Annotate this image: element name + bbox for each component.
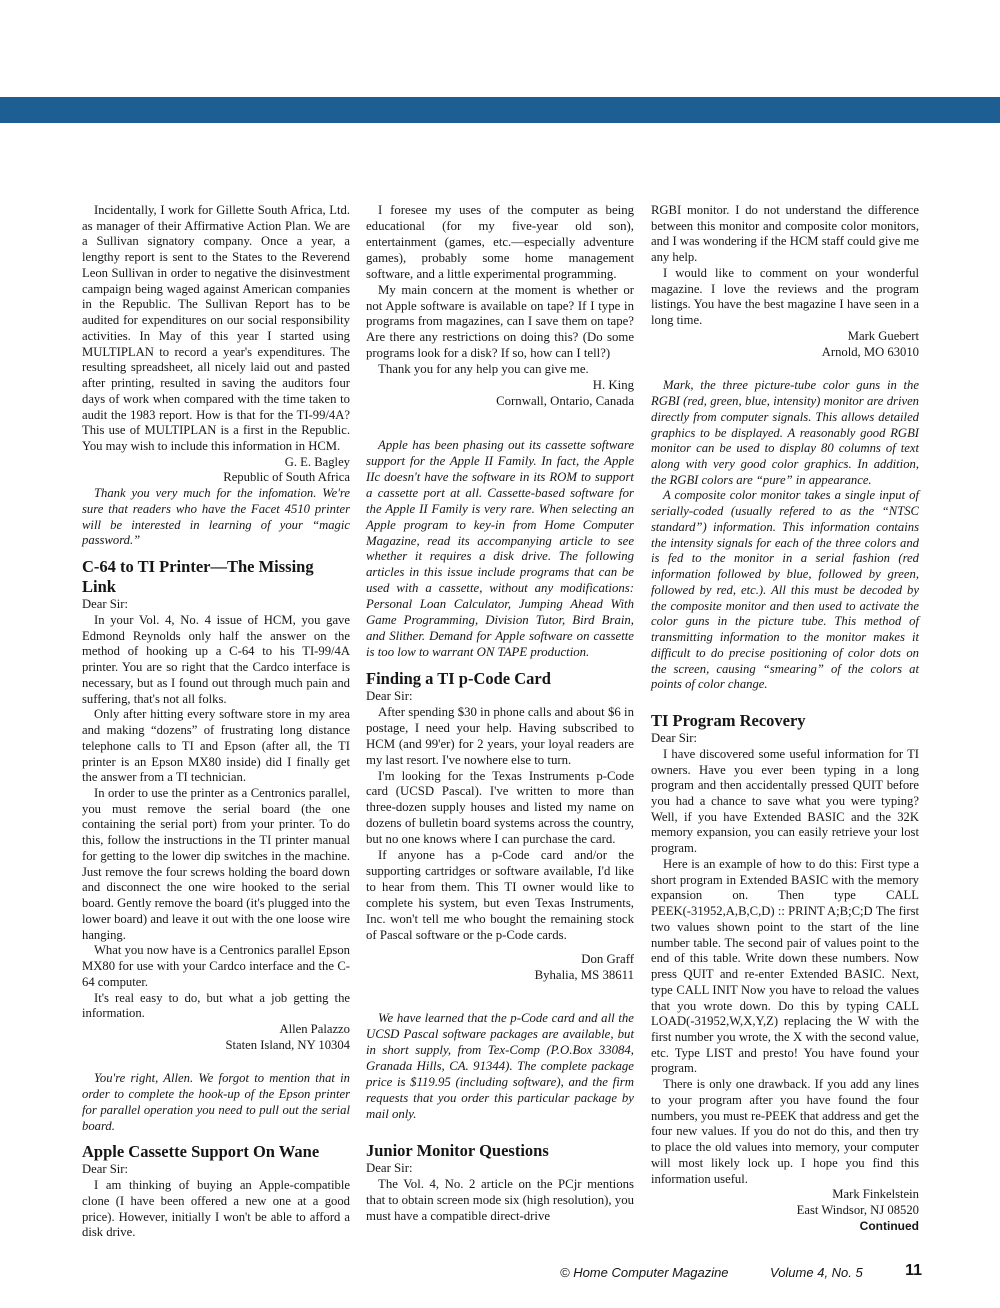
- column-1: [82, 203, 350, 1241]
- signature-name: Mark Finkelstein: [832, 1187, 919, 1202]
- letter-paragraph: I foresee my uses of the computer as being educational (for my five-year old son), entertainment (games, etc.—especially adventure games), probably some home management software, and a little experimental programming.: [366, 203, 634, 281]
- letter-paragraph: If anyone has a p-Code card and/or the supporting cartridges or software available, I'd like to hear from them. This TI owner would like to complete his system, but even Texas Instruments, Inc. won't tell me who bought the remaining stock of Pascal software or the p-Code cards.: [366, 848, 634, 942]
- letter-paragraph: There is only one drawback. If you add any lines to your program after you have found the four numbers, you must re-PEEK that address and get the four new values. If you do not do this, and then try to place the old values into memory, your computer will most likely lock up. I hope you find this information useful.: [651, 1077, 919, 1186]
- letter-headline: C-64 to TI Printer—The Missing Link: [82, 557, 314, 597]
- salutation: Dear Sir:: [82, 597, 128, 612]
- letter-paragraph: I would like to comment on your wonderful magazine. I love the reviews and the program listings. You have the best magazine I have seen in a long time.: [651, 265, 919, 328]
- editor-reply: You're right, Allen. We forgot to mention that in order to complete the hook-up of the Epson printer for parallel operation you need to pull out the serial board.: [82, 1071, 350, 1133]
- letter-paragraph: In order to use the printer as a Centronics parallel, you must remove the serial board (the one containing the serial port) from your printer. To do this, follow the instructions in the TI printer manual for getting to the lower dip switches in the machine. Just remove the four screws holding the board down and disconnect the one wire hooked to the serial board. Gently remove the board (it's plugged into the lower board) and leave it out with the one loose wire hanging.: [82, 785, 351, 942]
- page-number: 11: [905, 1262, 922, 1279]
- header-color-band: [0, 97, 1000, 123]
- editor-reply: Thank you very much for the infomation. We're sure that readers who have the Facet 4510 printer will be interested in learning of your “magic password.”: [82, 486, 350, 548]
- column-3: [651, 203, 919, 1235]
- letter-paragraph: I am thinking of buying an Apple-compatible clone (I have been offered a new one at a good price). However, initially I won't be able to afford a disk drive.: [82, 1178, 350, 1240]
- signature-name: H. King: [592, 378, 634, 393]
- signature-name: Mark Guebert: [847, 328, 919, 343]
- salutation: Dear Sir:: [366, 1160, 413, 1175]
- editor-reply: Mark, the three picture-tube color guns in the RGBI (red, green, blue, intensity) monitor are driven directly from computer signals. This allows detailed graphics to be displayed. A reasonably good RGBI monitor can be used to display 80 columns of text along with very good color graphics. In addition, the RGBI colors are “pure” in appearance.: [651, 378, 919, 487]
- letter-paragraph: Thank you for any help you can give me.: [378, 362, 589, 377]
- letter-paragraph: I have discovered some useful information for TI owners. Have you ever been typing in a long program and then accidentally pressed QUIT before you had a chance to save what you were typing? Well, if you have Extended BASIC and the 32K memory expansion, you can easily retrieve your lost program.: [651, 746, 919, 856]
- letter-paragraph: What you now have is a Centronics parallel Epson MX80 for use with your Cardco interface and the C-64 computer.: [82, 943, 350, 989]
- letter-paragraph: It's real easy to do, but what a job getting the information.: [82, 990, 350, 1021]
- letter-paragraph: The Vol. 4, No. 2 article on the PCjr mentions that to obtain screen mode six (high resolution), you must have a compatible direct-drive: [366, 1176, 634, 1223]
- column-2: [366, 203, 634, 1225]
- letter-paragraph: I'm looking for the Texas Instruments p-Code card (UCSD Pascal). I've written to more than three-dozen supply houses and listed my name on dozens of bulletin board systems across the country, but no one knows where I can purchase the card.: [366, 768, 634, 847]
- signature-place: Arnold, MO 63010: [821, 344, 919, 359]
- editor-reply: A composite color monitor takes a single input of serially-coded (usually refered to as the “NTSC standard”) information. This information contains the intensity signals for each of the three colors and is fed to the monitor in a serial fashion (red information followed by blue, followed by green, followed by red, etc.). All this must be decoded by the composite monitor and then used to activate the color guns in the picture tube. This method of transmitting information to the monitor makes it difficult to do precise positioning of color dots on the screen, causing “smearing” of the colors at points of color change.: [651, 488, 919, 692]
- letter-paragraph: RGBI monitor. I do not understand the difference between this monitor and composite color monitors, and I was wondering if the HCM staff could give me any help.: [651, 203, 919, 265]
- letter-paragraph: In your Vol. 4, No. 4 issue of HCM, you gave Edmond Reynolds only half the answer on the method of hooking up a C-64 to his TI-99/4A printer. You are so right that the Cardco interface is necessary, but as I found out through much pain and suffering, that's not all folks.: [82, 612, 350, 706]
- signature-name: Don Graff: [581, 951, 634, 966]
- salutation: Dear Sir:: [82, 1162, 128, 1177]
- page-footer: [560, 1262, 922, 1286]
- signature-place: Byhalia, MS 38611: [534, 967, 634, 982]
- signature-place: Cornwall, Ontario, Canada: [496, 394, 634, 409]
- letter-paragraph: Here is an example of how to do this: First type a short program in Extended BASIC with the memory expansion on. Then type CALL PEEK(-31952,A,B,C,D) :: PRINT A;B;C;D The first two values shown point to the start of the line number table. The second pair of values point to the end of this table. Write down these numbers. Now press QUIT and re-enter Extended BASIC. Next, type CALL INIT Now you have to reload the values that you wrote down. Do this by typing CALL LOAD(-31952,W,X,Y,Z) replacing the W with the first number you wrote, the X with the second value, etc. Type LIST and presto! You have found your program.: [651, 856, 919, 1076]
- letter-paragraph: Incidentally, I work for Gillette South Africa, Ltd. as manager of their Affirmative Action Plan. We are a Sullivan signatory company. Once a year, a lengthy report is sent to the States to the Reverend Leon Sullivan in order to negative the disinvestment campaign being waged against American companies in the Republic. The Sullivan Report has to be audited for expenditures on our social responsibility activities. In May of this year I started using MULTIPLAN to record a year's expenditures. The resulting spreadsheet, all nicely laid out and pasted after printing, resulted in saving the auditors four days of work when compared with the time taken to audit the 1983 report. How is that for the TI-99/4A? This use of MULTIPLAN is a first in the Republic. You may wish to include this information in HCM.: [82, 203, 350, 454]
- editor-reply: Apple has been phasing out its cassette software support for the Apple II Family. In fact, the Apple IIc doesn't have the software in its ROM to support a cassette port at all. Cassette-based software for the Apple II Family is very rare. When selecting an Apple program to key-in from Home Computer Magazine, read its accompanying article to see whether it requires a disk drive. The following articles in this issue include programs that can be used with a cassette, without any modifications: Personal Loan Calculator, Jumping Ahead With Game Programming, Division Tutor, Bird Brain, and Slither. Demand for Apple software on cassette is too low to warrant ON TAPE production.: [366, 437, 634, 659]
- letter-headline: Apple Cassette Support On Wane: [82, 1142, 320, 1162]
- salutation: Dear Sir:: [651, 731, 697, 746]
- signature-place: Republic of South Africa: [223, 470, 350, 485]
- continued-label: Continued: [859, 1218, 919, 1233]
- footer-volume: Volume 4, No. 5: [770, 1265, 863, 1280]
- letter-paragraph: After spending $30 in phone calls and about $6 in postage, I need your help. Having subscribed to HCM (and 99'er) for 2 years, your loyal readers are my last resort. I've nowhere else to turn.: [366, 704, 634, 767]
- salutation: Dear Sir:: [366, 688, 413, 703]
- signature-place: East Windsor, NJ 08520: [796, 1203, 919, 1218]
- signature-name: Allen Palazzo: [279, 1021, 350, 1036]
- letter-headline: Junior Monitor Questions: [366, 1140, 549, 1160]
- footer-publication: © Home Computer Magazine: [560, 1265, 729, 1280]
- letter-headline: TI Program Recovery: [651, 711, 806, 731]
- letter-headline: Finding a TI p-Code Card: [366, 668, 551, 688]
- signature-name: G. E. Bagley: [284, 454, 350, 469]
- editor-reply: We have learned that the p-Code card and all the UCSD Pascal software packages are available, but in short supply, from Tex-Comp (P.O.Box 33084, Granada Hills, CA. 91344). The complete package price is $119.95 (including software), and the firm requests that you order this particular package by mail only.: [366, 1011, 634, 1122]
- signature-place: Staten Island, NY 10304: [225, 1037, 350, 1052]
- letter-paragraph: Only after hitting every software store in my area and making “dozens” of frustrating long distance telephone calls to TI and Epson (after all, the TI printer is an Epson MX80 inside) did I finally get the answer from a TI technician.: [82, 707, 350, 785]
- letter-paragraph: My main concern at the moment is whether or not Apple software is available on tape? If I type in programs from magazines, can I save them on tape? Are there any restrictions on doing this? (Do some programs look for a disk? If so, how can I tell?): [366, 282, 634, 361]
